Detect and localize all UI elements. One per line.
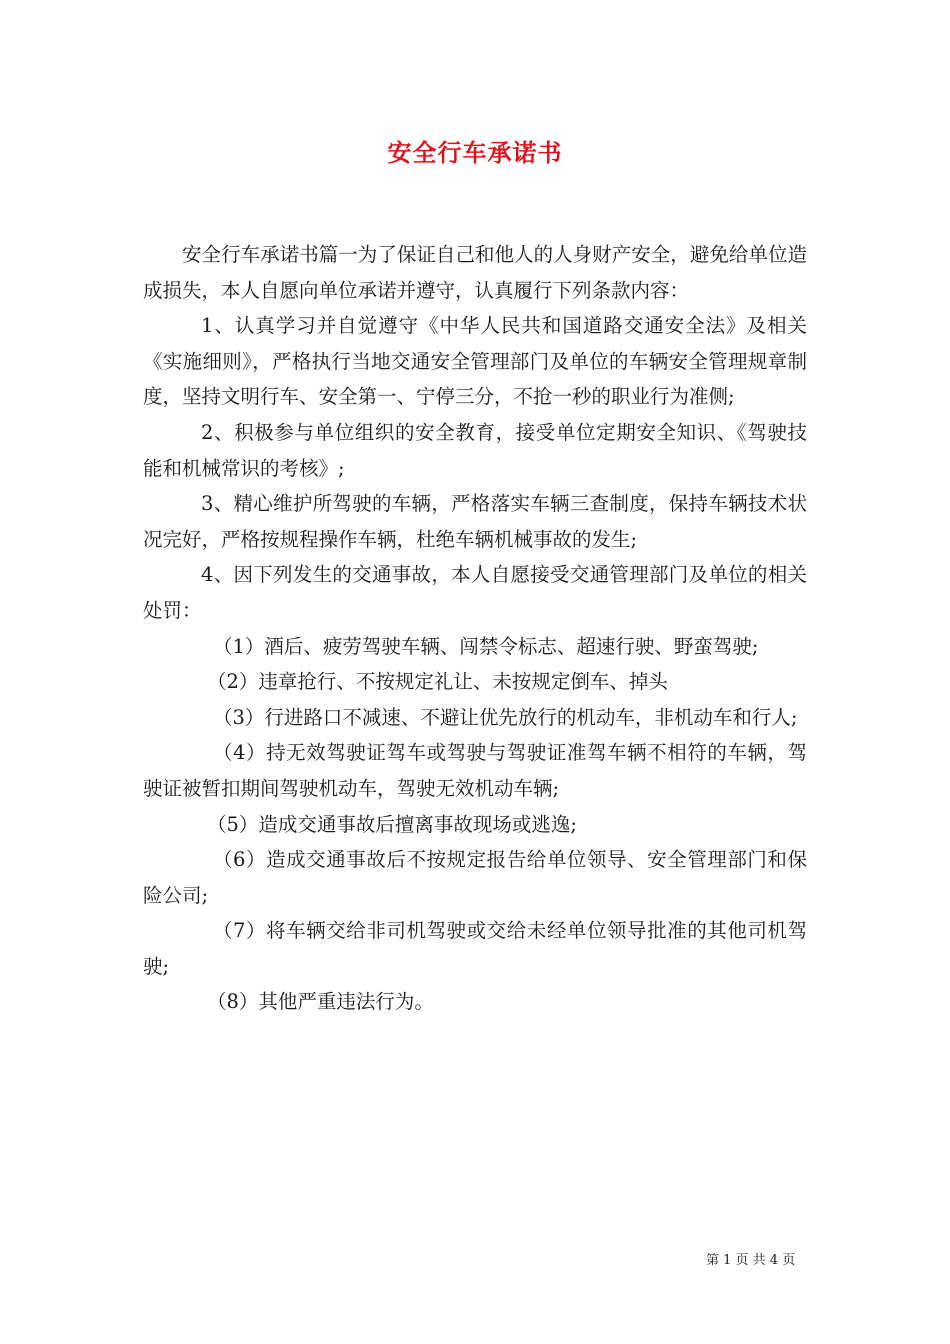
clause-3: 3、精心维护所驾驶的车辆，严格落实车辆三查制度，保持车辆技术状况完好，严格按规程操作车辆，杜绝车辆机械事故的发生; [143,492,807,551]
document-body [143,237,807,1020]
page-number [706,1249,795,1268]
document-title: 安全行车承诺书 [387,138,563,167]
penalty-item-6: （6）造成交通事故后不按规定报告给单位领导、安全管理部门和保险公司; [143,848,807,907]
intro-paragraph: 安全行车承诺书篇一为了保证自己和他人的人身财产安全，避免给单位造成损失，本人自愿向单位承诺并遵守，认真履行下列条款内容： [143,243,807,302]
penalty-item-4: （4）持无效驾驶证驾车或驾驶与驾驶证准驾车辆不相符的车辆，驾驶证被暂扣期间驾驶机动车，驾驶无效机动车辆; [143,741,807,800]
clause-2: 2、积极参与单位组织的安全教育，接受单位定期安全知识、《驾驶技能和机械常识的考核》; [143,420,807,480]
penalty-item-5: （5）造成交通事故后擅离事故现场或逃逸; [207,812,577,836]
penalty-item-1: （1）酒后、疲劳驾驶车辆、闯禁令标志、超速行驶、野蛮驾驶; [213,634,759,658]
penalty-item-3: （3）行进路口不减速、不避让优先放行的机动车，非机动车和行人; [213,705,798,729]
penalty-item-7: （7）将车辆交给非司机驾驶或交给未经单位领导批准的其他司机驾驶; [143,919,807,978]
penalty-item-2: （2）违章抢行、不按规定礼让、未按规定倒车、掉头 [207,670,668,694]
page-number-label: 第 1 页 共 4 页 [706,1253,796,1268]
clause-1: 1、认真学习并自觉遵守《中华人民共和国道路交通安全法》及相关《实施细则》，严格执行当地交通安全管理部门及单位的车辆安全管理规章制度，坚持文明行车、安全第一、宁停三分，不抢一秒的职业行为准侧; [143,314,807,409]
penalty-item-8: （8）其他严重违法行为。 [207,990,434,1014]
clause-4: 4、因下列发生的交通事故，本人自愿接受交通管理部门及单位的相关处罚： [143,563,807,622]
